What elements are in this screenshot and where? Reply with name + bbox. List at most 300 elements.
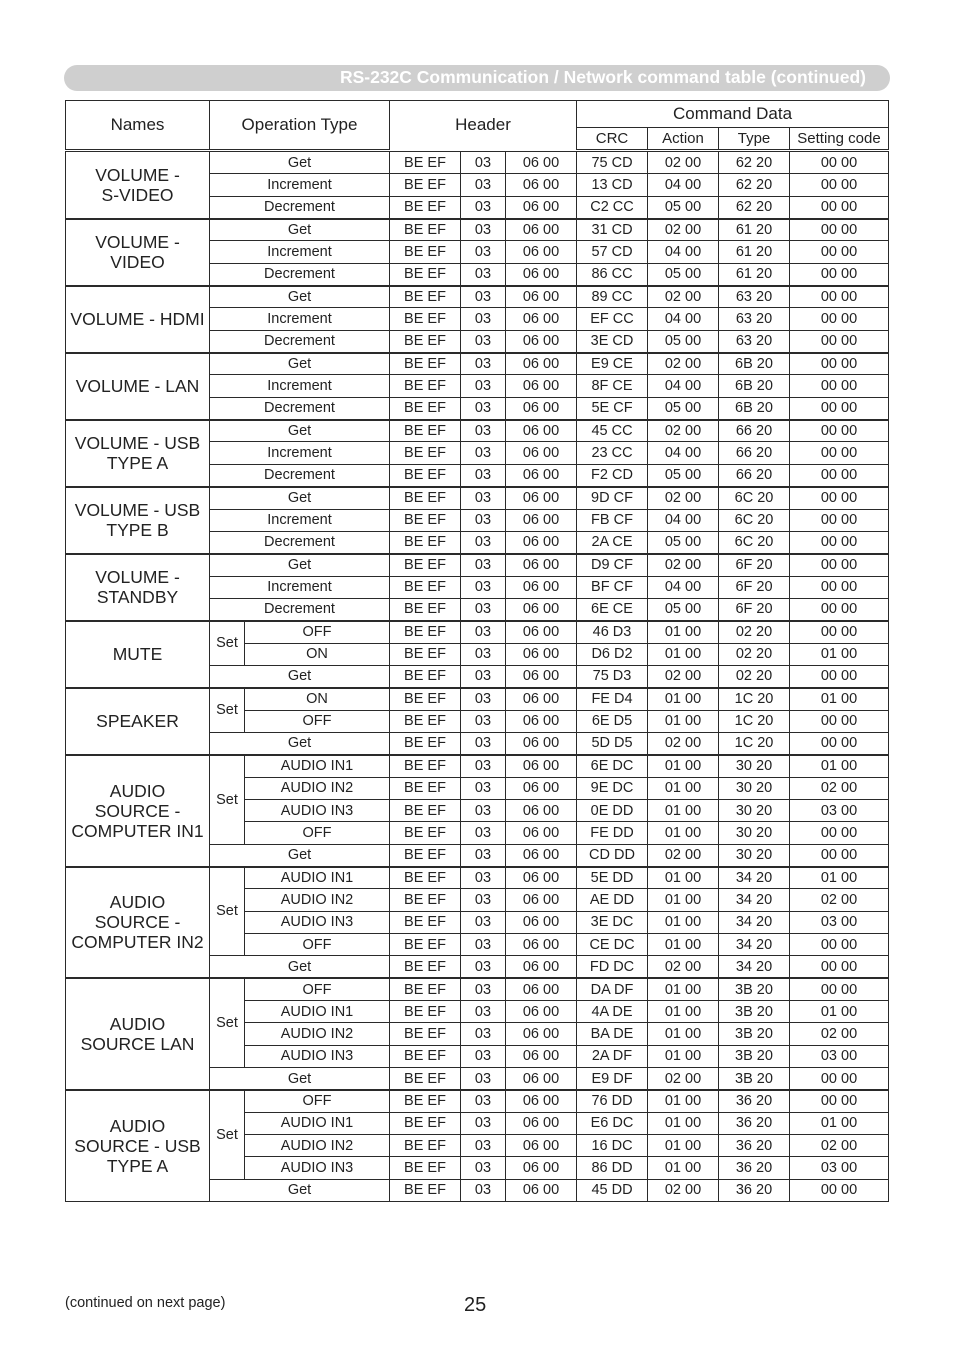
cell-type: 36 20 [719, 1157, 790, 1179]
cell-size: 03 [461, 621, 506, 643]
command-name: VOLUME - USB TYPE B [66, 487, 210, 554]
header-header: Header [390, 101, 577, 150]
cell-crc: 45 DD [577, 1179, 648, 1201]
cell-size: 03 [461, 732, 506, 754]
cell-reserved: 06 00 [506, 576, 577, 598]
cell-size: 03 [461, 375, 506, 397]
cell-header-bytes: BE EF [390, 1090, 461, 1112]
cell-setting-code: 00 00 [790, 576, 889, 598]
cell-setting-code: 01 00 [790, 755, 889, 777]
cell-header-bytes: BE EF [390, 621, 461, 643]
cell-setting-code: 00 00 [790, 710, 889, 732]
cell-header-bytes: BE EF [390, 710, 461, 732]
cell-type: 66 20 [719, 464, 790, 486]
operation-type: Decrement [210, 464, 390, 486]
cell-action: 02 00 [648, 219, 719, 241]
cell-reserved: 06 00 [506, 1157, 577, 1179]
cell-action: 01 00 [648, 777, 719, 799]
cell-setting-code: 02 00 [790, 1135, 889, 1157]
operation-type: Get [210, 554, 390, 576]
cell-header-bytes: BE EF [390, 196, 461, 218]
cell-type: 3B 20 [719, 1023, 790, 1045]
cell-type: 6C 20 [719, 509, 790, 531]
cell-setting-code: 00 00 [790, 844, 889, 866]
cell-header-bytes: BE EF [390, 286, 461, 308]
cell-type: 36 20 [719, 1090, 790, 1112]
cell-reserved: 06 00 [506, 420, 577, 442]
cell-size: 03 [461, 509, 506, 531]
cell-action: 05 00 [648, 464, 719, 486]
table-row [66, 219, 889, 241]
cell-reserved: 06 00 [506, 1023, 577, 1045]
cell-crc: BF CF [577, 576, 648, 598]
cell-size: 03 [461, 1112, 506, 1134]
operation-type: Increment [210, 442, 390, 464]
cell-size: 03 [461, 308, 506, 330]
cell-size: 03 [461, 330, 506, 352]
cell-header-bytes: BE EF [390, 330, 461, 352]
cell-header-bytes: BE EF [390, 554, 461, 576]
cell-crc: DA DF [577, 978, 648, 1000]
operation-type: AUDIO IN3 [245, 911, 390, 933]
cell-setting-code: 00 00 [790, 509, 889, 531]
cell-header-bytes: BE EF [390, 1135, 461, 1157]
cell-setting-code: 00 00 [790, 442, 889, 464]
cell-reserved: 06 00 [506, 196, 577, 218]
cell-size: 03 [461, 889, 506, 911]
cell-type: 6F 20 [719, 554, 790, 576]
cell-reserved: 06 00 [506, 978, 577, 1000]
cell-reserved: 06 00 [506, 487, 577, 509]
cell-type: 6B 20 [719, 353, 790, 375]
cell-header-bytes: BE EF [390, 688, 461, 710]
cell-reserved: 06 00 [506, 442, 577, 464]
header-command-data: Command Data [577, 101, 889, 128]
cell-crc: 3E CD [577, 330, 648, 352]
cell-setting-code: 00 00 [790, 1179, 889, 1201]
cell-size: 03 [461, 1068, 506, 1090]
cell-crc: 76 DD [577, 1090, 648, 1112]
cell-size: 03 [461, 554, 506, 576]
cell-type: 36 20 [719, 1135, 790, 1157]
operation-type: Get [210, 844, 390, 866]
cell-size: 03 [461, 978, 506, 1000]
cell-setting-code: 00 00 [790, 822, 889, 844]
cell-type: 62 20 [719, 152, 790, 174]
cell-crc: 0E DD [577, 799, 648, 821]
operation-type: AUDIO IN3 [245, 1157, 390, 1179]
cell-size: 03 [461, 286, 506, 308]
cell-setting-code: 00 00 [790, 732, 889, 754]
cell-action: 01 00 [648, 1157, 719, 1179]
cell-action: 05 00 [648, 397, 719, 419]
cell-type: 02 20 [719, 643, 790, 665]
cell-reserved: 06 00 [506, 867, 577, 889]
operation-type: Increment [210, 576, 390, 598]
set-label: Set [210, 867, 245, 956]
table-row [66, 978, 889, 1000]
operation-type: OFF [245, 822, 390, 844]
operation-type: Get [210, 420, 390, 442]
cell-type: 30 20 [719, 799, 790, 821]
operation-type: Increment [210, 509, 390, 531]
operation-type: AUDIO IN2 [245, 777, 390, 799]
cell-size: 03 [461, 1045, 506, 1067]
operation-type: Get [210, 152, 390, 174]
operation-type: Decrement [210, 196, 390, 218]
cell-reserved: 06 00 [506, 308, 577, 330]
cell-header-bytes: BE EF [390, 464, 461, 486]
cell-setting-code: 00 00 [790, 1068, 889, 1090]
page-number: 25 [464, 1294, 487, 1316]
cell-crc: FB CF [577, 509, 648, 531]
operation-type: AUDIO IN3 [245, 799, 390, 821]
cell-crc: 31 CD [577, 219, 648, 241]
cell-header-bytes: BE EF [390, 1157, 461, 1179]
cell-type: 3B 20 [719, 1068, 790, 1090]
cell-crc: 16 DC [577, 1135, 648, 1157]
operation-type: Get [210, 1068, 390, 1090]
cell-type: 6C 20 [719, 531, 790, 553]
cell-setting-code: 01 00 [790, 1112, 889, 1134]
set-label: Set [210, 755, 245, 844]
operation-type: OFF [245, 934, 390, 956]
operation-type: Get [210, 956, 390, 978]
cell-type: 6F 20 [719, 598, 790, 620]
cell-action: 01 00 [648, 643, 719, 665]
cell-reserved: 06 00 [506, 397, 577, 419]
cell-crc: 9D CF [577, 487, 648, 509]
cell-setting-code: 00 00 [790, 308, 889, 330]
operation-type: AUDIO IN1 [245, 1112, 390, 1134]
cell-type: 6C 20 [719, 487, 790, 509]
cell-size: 03 [461, 665, 506, 687]
cell-type: 63 20 [719, 308, 790, 330]
operation-type: AUDIO IN3 [245, 1045, 390, 1067]
cell-type: 3B 20 [719, 978, 790, 1000]
cell-reserved: 06 00 [506, 1045, 577, 1067]
cell-action: 01 00 [648, 710, 719, 732]
operation-type: AUDIO IN2 [245, 1135, 390, 1157]
cell-crc: BA DE [577, 1023, 648, 1045]
cell-reserved: 06 00 [506, 688, 577, 710]
cell-type: 30 20 [719, 844, 790, 866]
operation-type: Get [210, 353, 390, 375]
cell-action: 05 00 [648, 598, 719, 620]
cell-header-bytes: BE EF [390, 732, 461, 754]
table-row [66, 621, 889, 643]
command-name: SPEAKER [66, 688, 210, 755]
cell-reserved: 06 00 [506, 621, 577, 643]
operation-type: Increment [210, 174, 390, 196]
cell-action: 01 00 [648, 1001, 719, 1023]
cell-size: 03 [461, 911, 506, 933]
cell-reserved: 06 00 [506, 889, 577, 911]
cell-size: 03 [461, 755, 506, 777]
cell-size: 03 [461, 643, 506, 665]
cell-header-bytes: BE EF [390, 152, 461, 174]
cell-action: 01 00 [648, 1023, 719, 1045]
cell-reserved: 06 00 [506, 822, 577, 844]
table-row [66, 867, 889, 889]
table-row [66, 755, 889, 777]
command-name: MUTE [66, 621, 210, 688]
header-names: Names [66, 101, 210, 150]
cell-crc: 89 CC [577, 286, 648, 308]
cell-header-bytes: BE EF [390, 263, 461, 285]
operation-type: Increment [210, 375, 390, 397]
cell-setting-code: 03 00 [790, 1157, 889, 1179]
cell-setting-code: 00 00 [790, 554, 889, 576]
section-banner [64, 65, 890, 91]
cell-action: 02 00 [648, 420, 719, 442]
cell-reserved: 06 00 [506, 755, 577, 777]
cell-type: 61 20 [719, 263, 790, 285]
cell-setting-code: 00 00 [790, 375, 889, 397]
operation-type: Decrement [210, 263, 390, 285]
cell-setting-code: 00 00 [790, 263, 889, 285]
cell-size: 03 [461, 442, 506, 464]
cell-reserved: 06 00 [506, 174, 577, 196]
set-label: Set [210, 1090, 245, 1179]
operation-type: Get [210, 665, 390, 687]
cell-crc: FE DD [577, 822, 648, 844]
cell-reserved: 06 00 [506, 732, 577, 754]
cell-type: 34 20 [719, 889, 790, 911]
cell-action: 04 00 [648, 241, 719, 263]
cell-type: 30 20 [719, 755, 790, 777]
cell-size: 03 [461, 487, 506, 509]
cell-header-bytes: BE EF [390, 889, 461, 911]
cell-setting-code: 00 00 [790, 665, 889, 687]
operation-type: Decrement [210, 598, 390, 620]
cell-action: 02 00 [648, 286, 719, 308]
cell-setting-code: 00 00 [790, 196, 889, 218]
cell-action: 04 00 [648, 174, 719, 196]
cell-header-bytes: BE EF [390, 1045, 461, 1067]
header-setting-code: Setting code [790, 128, 889, 150]
cell-type: 02 20 [719, 665, 790, 687]
cell-header-bytes: BE EF [390, 799, 461, 821]
cell-size: 03 [461, 241, 506, 263]
operation-type: Get [210, 286, 390, 308]
cell-crc: 13 CD [577, 174, 648, 196]
cell-type: 62 20 [719, 174, 790, 196]
operation-type: Increment [210, 308, 390, 330]
cell-setting-code: 01 00 [790, 1001, 889, 1023]
cell-reserved: 06 00 [506, 353, 577, 375]
cell-reserved: 06 00 [506, 710, 577, 732]
table-row [66, 487, 889, 509]
cell-type: 61 20 [719, 241, 790, 263]
operation-type: OFF [245, 978, 390, 1000]
cell-header-bytes: BE EF [390, 509, 461, 531]
cell-action: 05 00 [648, 263, 719, 285]
cell-setting-code: 02 00 [790, 889, 889, 911]
cell-reserved: 06 00 [506, 330, 577, 352]
cell-size: 03 [461, 867, 506, 889]
cell-type: 6B 20 [719, 375, 790, 397]
command-table [65, 151, 889, 1202]
cell-type: 66 20 [719, 420, 790, 442]
cell-reserved: 06 00 [506, 598, 577, 620]
cell-type: 34 20 [719, 956, 790, 978]
command-name: VOLUME - LAN [66, 353, 210, 420]
operation-type: Get [210, 732, 390, 754]
cell-reserved: 06 00 [506, 934, 577, 956]
cell-header-bytes: BE EF [390, 174, 461, 196]
cell-header-bytes: BE EF [390, 219, 461, 241]
cell-header-bytes: BE EF [390, 375, 461, 397]
cell-reserved: 06 00 [506, 1112, 577, 1134]
cell-type: 36 20 [719, 1112, 790, 1134]
operation-type: Increment [210, 241, 390, 263]
cell-action: 02 00 [648, 956, 719, 978]
command-name: VOLUME - S-VIDEO [66, 152, 210, 219]
table-row [66, 286, 889, 308]
cell-action: 05 00 [648, 330, 719, 352]
command-table-body [66, 152, 889, 1202]
header-crc: CRC [577, 128, 648, 150]
operation-type: AUDIO IN2 [245, 889, 390, 911]
cell-reserved: 06 00 [506, 799, 577, 821]
operation-type: Get [210, 1179, 390, 1201]
cell-header-bytes: BE EF [390, 576, 461, 598]
cell-reserved: 06 00 [506, 509, 577, 531]
set-label: Set [210, 688, 245, 733]
table-row [66, 152, 889, 174]
cell-setting-code: 00 00 [790, 219, 889, 241]
operation-type: OFF [245, 710, 390, 732]
cell-crc: 23 CC [577, 442, 648, 464]
cell-crc: 57 CD [577, 241, 648, 263]
command-name: AUDIO SOURCE LAN [66, 978, 210, 1090]
header-action: Action [648, 128, 719, 150]
cell-action: 01 00 [648, 621, 719, 643]
cell-type: 63 20 [719, 330, 790, 352]
cell-setting-code: 00 00 [790, 420, 889, 442]
cell-crc: 6E DC [577, 755, 648, 777]
operation-type: Decrement [210, 397, 390, 419]
cell-crc: 86 DD [577, 1157, 648, 1179]
cell-reserved: 06 00 [506, 1090, 577, 1112]
cell-setting-code: 01 00 [790, 643, 889, 665]
cell-type: 66 20 [719, 442, 790, 464]
cell-action: 05 00 [648, 196, 719, 218]
cell-type: 36 20 [719, 1179, 790, 1201]
cell-crc: 45 CC [577, 420, 648, 442]
cell-size: 03 [461, 420, 506, 442]
cell-reserved: 06 00 [506, 286, 577, 308]
cell-crc: 9E DC [577, 777, 648, 799]
cell-action: 02 00 [648, 353, 719, 375]
cell-setting-code: 00 00 [790, 621, 889, 643]
cell-crc: D9 CF [577, 554, 648, 576]
cell-action: 02 00 [648, 665, 719, 687]
cell-header-bytes: BE EF [390, 934, 461, 956]
cell-size: 03 [461, 576, 506, 598]
cell-size: 03 [461, 397, 506, 419]
cell-action: 01 00 [648, 822, 719, 844]
cell-reserved: 06 00 [506, 375, 577, 397]
cell-action: 04 00 [648, 442, 719, 464]
cell-type: 30 20 [719, 822, 790, 844]
cell-action: 04 00 [648, 375, 719, 397]
cell-size: 03 [461, 777, 506, 799]
operation-type: Get [210, 219, 390, 241]
cell-size: 03 [461, 196, 506, 218]
cell-size: 03 [461, 1179, 506, 1201]
command-name: AUDIO SOURCE - USB TYPE A [66, 1090, 210, 1202]
header-type: Type [719, 128, 790, 150]
cell-size: 03 [461, 598, 506, 620]
cell-action: 01 00 [648, 755, 719, 777]
cell-crc: EF CC [577, 308, 648, 330]
cell-size: 03 [461, 152, 506, 174]
cell-reserved: 06 00 [506, 1135, 577, 1157]
cell-action: 05 00 [648, 531, 719, 553]
cell-crc: E9 CE [577, 353, 648, 375]
cell-size: 03 [461, 1023, 506, 1045]
cell-type: 3B 20 [719, 1045, 790, 1067]
cell-type: 3B 20 [719, 1001, 790, 1023]
cell-type: 02 20 [719, 621, 790, 643]
cell-reserved: 06 00 [506, 643, 577, 665]
cell-reserved: 06 00 [506, 956, 577, 978]
cell-action: 02 00 [648, 732, 719, 754]
cell-setting-code: 03 00 [790, 1045, 889, 1067]
cell-size: 03 [461, 799, 506, 821]
cell-header-bytes: BE EF [390, 308, 461, 330]
operation-type: AUDIO IN2 [245, 1023, 390, 1045]
cell-header-bytes: BE EF [390, 777, 461, 799]
cell-setting-code: 03 00 [790, 911, 889, 933]
command-name: VOLUME - STANDBY [66, 554, 210, 621]
table-row [66, 554, 889, 576]
cell-size: 03 [461, 844, 506, 866]
cell-setting-code: 00 00 [790, 286, 889, 308]
cell-action: 04 00 [648, 576, 719, 598]
cell-reserved: 06 00 [506, 777, 577, 799]
cell-type: 6B 20 [719, 397, 790, 419]
cell-action: 02 00 [648, 554, 719, 576]
cell-setting-code: 00 00 [790, 1090, 889, 1112]
cell-setting-code: 00 00 [790, 464, 889, 486]
cell-header-bytes: BE EF [390, 531, 461, 553]
cell-crc: 2A DF [577, 1045, 648, 1067]
operation-type: ON [245, 688, 390, 710]
cell-size: 03 [461, 934, 506, 956]
cell-crc: 5D D5 [577, 732, 648, 754]
cell-setting-code: 00 00 [790, 330, 889, 352]
cell-action: 01 00 [648, 978, 719, 1000]
cell-crc: 5E DD [577, 867, 648, 889]
cell-crc: E9 DF [577, 1068, 648, 1090]
cell-action: 01 00 [648, 911, 719, 933]
cell-crc: 2A CE [577, 531, 648, 553]
cell-header-bytes: BE EF [390, 1068, 461, 1090]
cell-action: 01 00 [648, 867, 719, 889]
cell-size: 03 [461, 956, 506, 978]
cell-action: 04 00 [648, 509, 719, 531]
cell-header-bytes: BE EF [390, 442, 461, 464]
operation-type: Decrement [210, 330, 390, 352]
cell-reserved: 06 00 [506, 1001, 577, 1023]
cell-crc: 86 CC [577, 263, 648, 285]
cell-action: 01 00 [648, 1045, 719, 1067]
cell-header-bytes: BE EF [390, 487, 461, 509]
cell-setting-code: 00 00 [790, 978, 889, 1000]
